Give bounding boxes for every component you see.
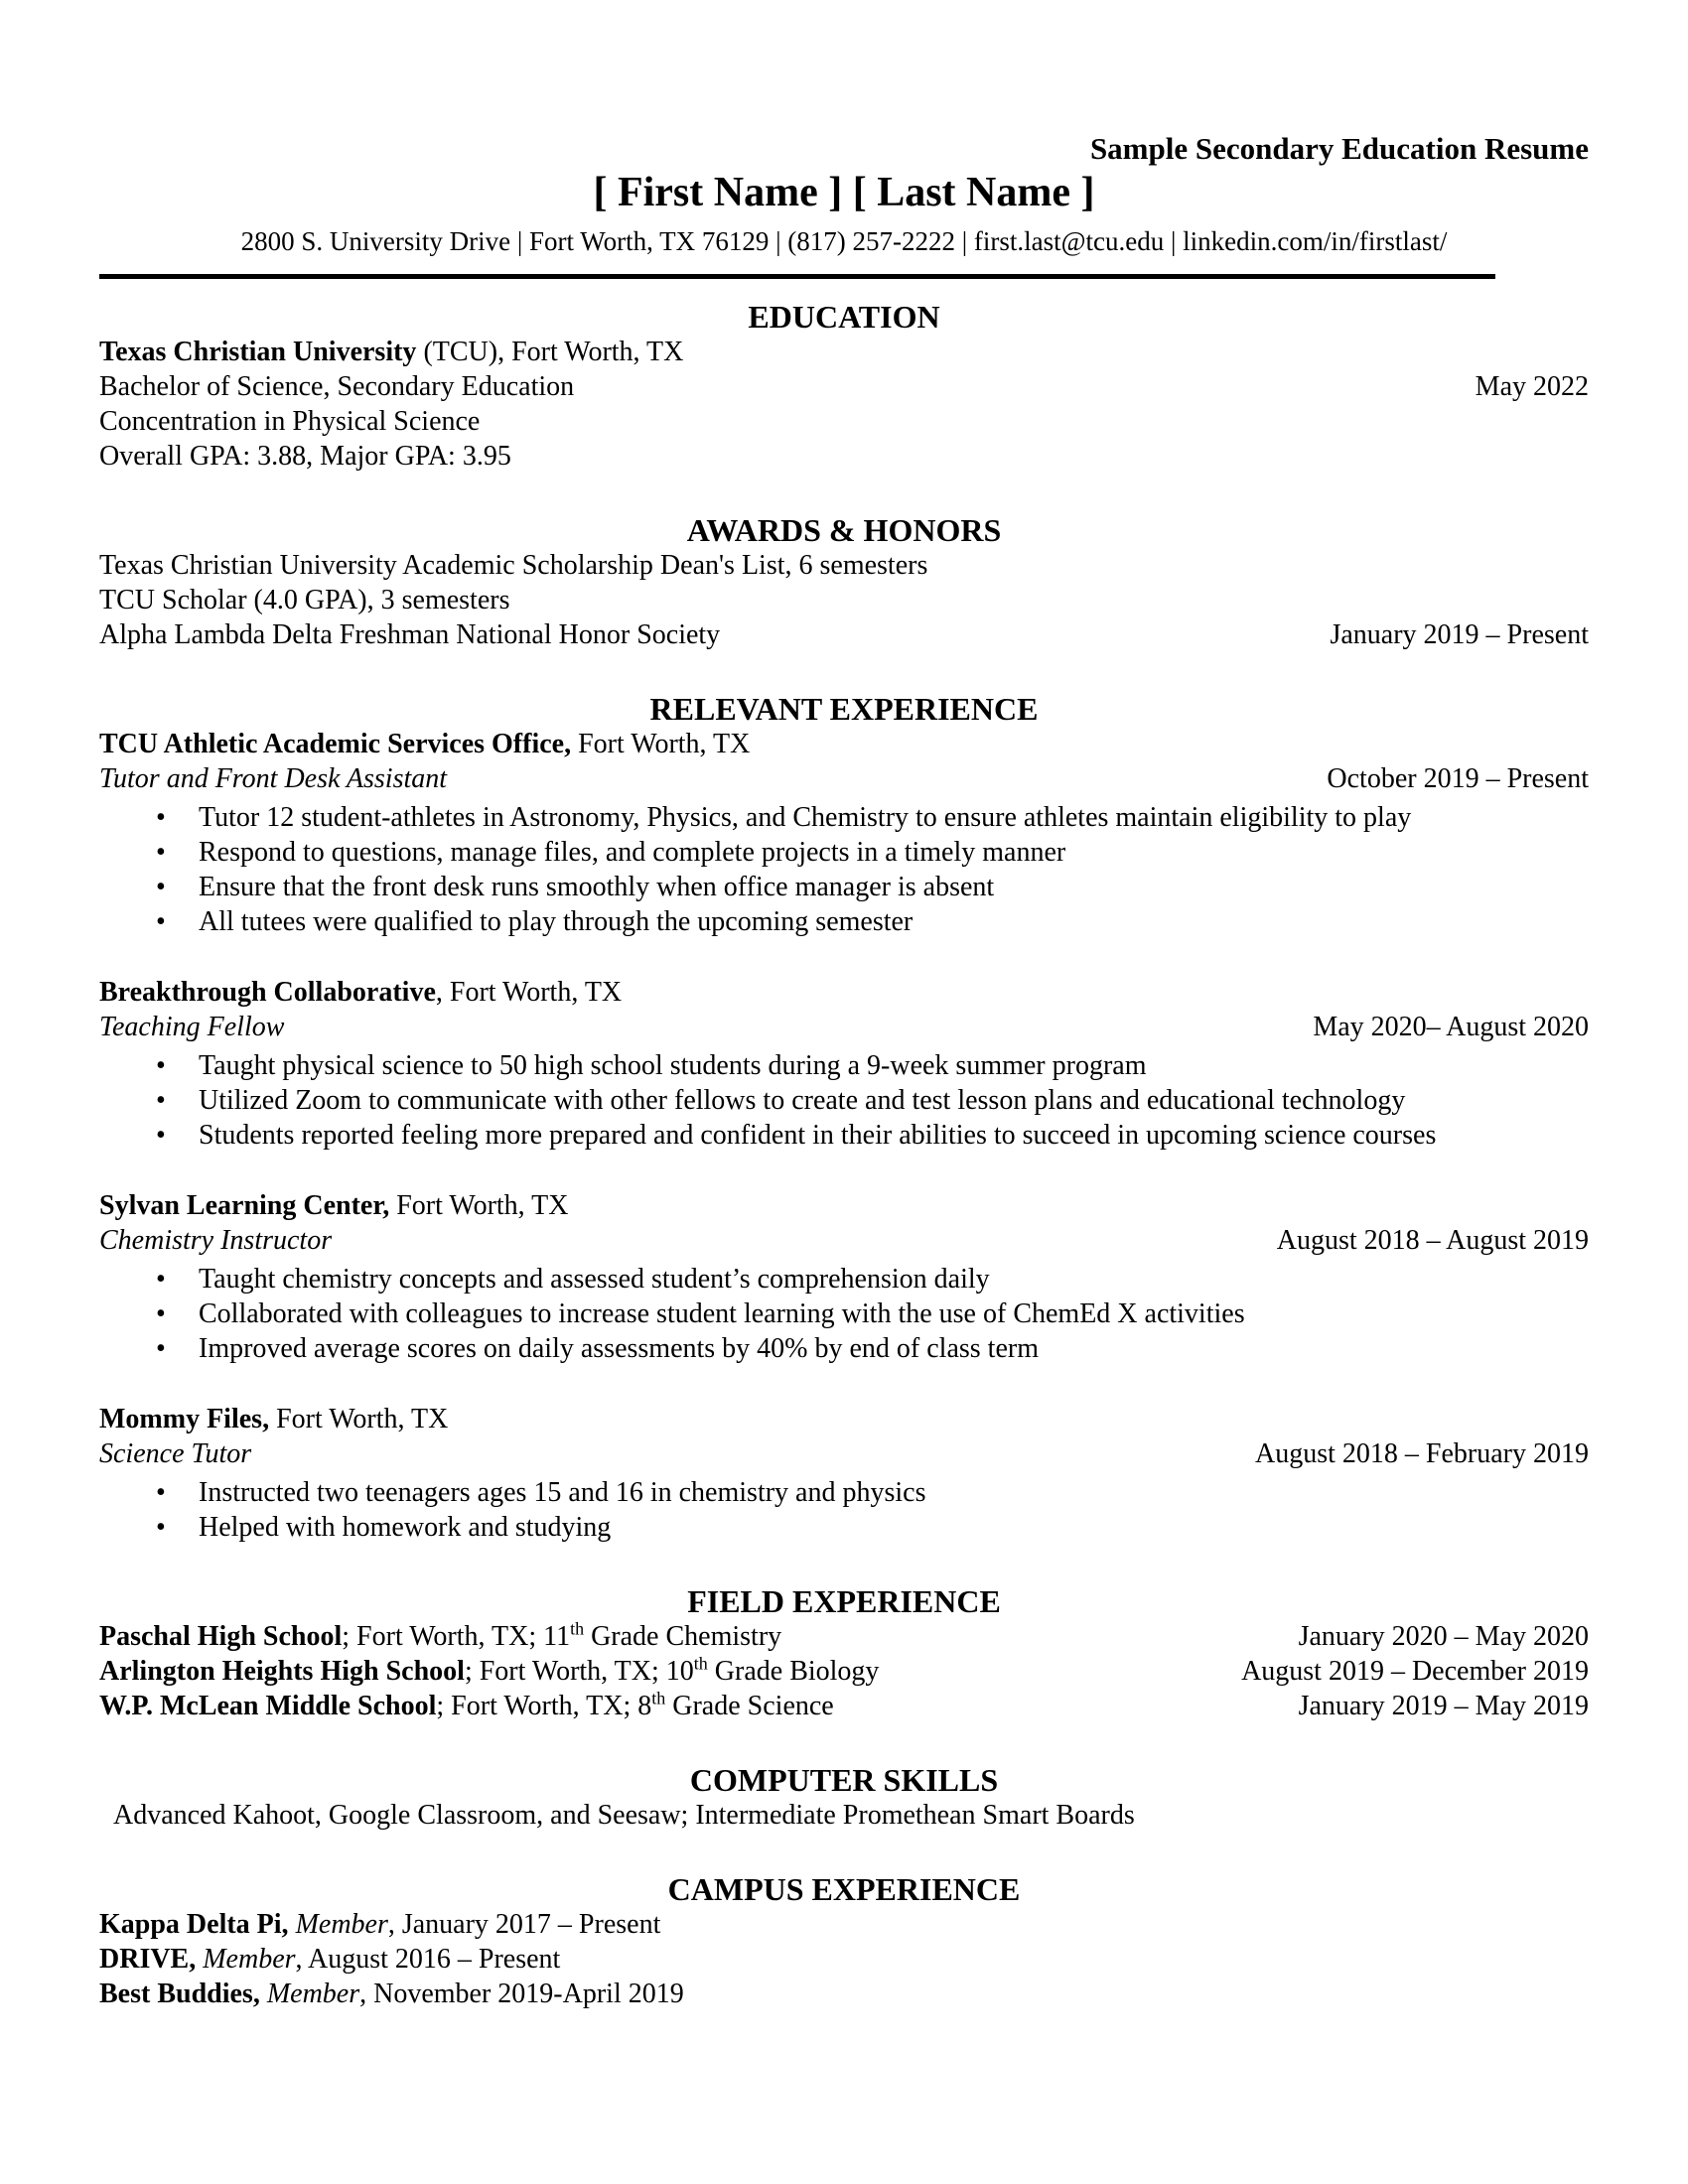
job-bullet-list [99,1475,1589,1545]
field-experience-heading: FIELD EXPERIENCE [687,1583,1001,1619]
job-entry [99,975,1589,1153]
field-detail: ; Fort Worth, TX; 10 [464,1656,694,1687]
job-date: May 2020– August 2020 [1313,1012,1589,1042]
education-heading: EDUCATION [748,299,940,335]
job-company-line [99,1188,1589,1223]
job-bullet-list [99,800,1589,939]
bullet-text: Taught chemistry concepts and assessed student’s comprehension daily [199,1264,990,1295]
job-title: Science Tutor [99,1438,252,1469]
job-title: Chemistry Instructor [99,1225,333,1256]
bullet-text: Tutor 12 student-athletes in Astronomy, Physics, and Chemistry to ensure athletes maintain eligibility to play [199,802,1412,833]
bullet-item [99,904,1589,939]
section-field-experience [99,1583,1589,1723]
bullet-item [99,1118,1589,1153]
education-degree-row [99,369,1589,404]
contact-line: 2800 S. University Drive | Fort Worth, TX 76129 | (817) 257-2222 | first.last@tcu.edu | linkedin.com/in/firstlast/ [240,226,1448,256]
field-school: Paschal High School [99,1621,343,1652]
campus-dates: , November 2019-April 2019 [359,1979,684,2009]
bullet-item [99,1510,1589,1545]
award-text: Texas Christian University Academic Scholarship Dean's List, 6 semesters [99,550,928,581]
campus-item [99,1907,1589,1942]
field-ordinal-suffix: th [570,1618,585,1639]
award-text: TCU Scholar (4.0 GPA), 3 semesters [99,585,510,615]
bullet-item [99,870,1589,904]
header-divider [99,274,1495,279]
job-location: Fort Worth, TX [571,729,751,759]
section-campus-experience [99,1871,1589,2011]
bullet-text: Utilized Zoom to communicate with other fellows to create and test lesson plans and educational technology [199,1085,1406,1116]
award-text: Alpha Lambda Delta Freshman National Honor Society [99,619,721,650]
job-entry [99,1402,1589,1545]
field-school-line [99,1689,834,1723]
job-date: October 2019 – Present [1327,763,1589,794]
job-title-row [99,1223,1589,1258]
job-location: Fort Worth, TX [389,1190,569,1221]
field-date: January 2020 – May 2020 [1298,1621,1589,1652]
field-ordinal-suffix: th [693,1653,708,1674]
bullet-text: All tutees were qualified to play through the upcoming semester [199,906,914,937]
education-concentration: Concentration in Physical Science [99,406,481,437]
field-school-line [99,1654,879,1689]
field-detail: ; Fort Worth, TX; 8 [436,1691,652,1721]
bullet-item [99,1297,1589,1331]
bullet-icon: • [156,906,166,937]
education-degree: Bachelor of Science, Secondary Education [99,371,575,402]
bullet-icon: • [156,872,166,902]
candidate-name: [ First Name ] [ Last Name ] [593,170,1095,215]
education-school-location: (TCU), Fort Worth, TX [416,337,684,367]
job-entry [99,727,1589,939]
bullet-icon: • [156,1298,166,1329]
job-entry [99,1188,1589,1366]
section-relevant-experience [99,691,1589,1545]
bullet-text: Students reported feeling more prepared and confident in their abilities to succeed in upcoming science courses [199,1120,1437,1151]
bullet-text: Respond to questions, manage files, and complete projects in a timely manner [199,837,1066,868]
field-date: January 2019 – May 2019 [1298,1691,1589,1721]
field-subject: Grade Biology [707,1656,880,1687]
job-title-row [99,1010,1589,1044]
job-bullet-list [99,1262,1589,1366]
bullet-icon: • [156,1333,166,1364]
job-company-line [99,727,1589,761]
campus-item [99,1977,1589,2011]
campus-org: DRIVE, [99,1944,204,1975]
field-school-line [99,1619,781,1654]
bullet-item [99,1083,1589,1118]
bullet-icon: • [156,1085,166,1116]
bullet-text: Instructed two teenagers ages 15 and 16 in chemistry and physics [199,1477,926,1508]
awards-heading: AWARDS & HONORS [686,512,1002,548]
field-row [99,1619,1589,1654]
job-title-row [99,1436,1589,1471]
job-company: Breakthrough Collaborative [99,977,436,1008]
field-school: W.P. McLean Middle School [99,1691,437,1721]
computer-skills-heading: COMPUTER SKILLS [689,1762,999,1798]
campus-org: Best Buddies, [99,1979,267,2009]
bullet-item [99,1048,1589,1083]
job-date: August 2018 – February 2019 [1255,1438,1589,1469]
campus-role: Member [266,1979,360,2009]
field-ordinal-suffix: th [651,1688,666,1708]
bullet-icon: • [156,837,166,868]
campus-org: Kappa Delta Pi, [99,1909,296,1940]
field-subject: Grade Chemistry [584,1621,782,1652]
relevant-experience-heading: RELEVANT EXPERIENCE [649,691,1039,727]
bullet-icon: • [156,1050,166,1081]
bullet-item [99,1475,1589,1510]
section-awards [99,512,1589,652]
job-title: Teaching Fellow [99,1012,285,1042]
field-date: August 2019 – December 2019 [1241,1656,1589,1687]
field-row [99,1689,1589,1723]
campus-experience-heading: CAMPUS EXPERIENCE [667,1871,1021,1907]
award-row [99,548,1589,583]
bullet-text: Taught physical science to 50 high school students during a 9-week summer program [199,1050,1147,1081]
campus-item [99,1942,1589,1977]
field-row [99,1654,1589,1689]
campus-dates: , January 2017 – Present [387,1909,661,1940]
job-location: Fort Worth, TX [269,1404,449,1434]
education-school-name: Texas Christian University [99,337,417,367]
job-company: Mommy Files, [99,1404,270,1434]
bullet-icon: • [156,1477,166,1508]
bullet-icon: • [156,1512,166,1543]
award-date: January 2019 – Present [1330,619,1589,650]
field-subject: Grade Science [665,1691,834,1721]
campus-role: Member [203,1944,296,1975]
award-row [99,583,1589,617]
bullet-item [99,835,1589,870]
job-title-row [99,761,1589,796]
education-gpa: Overall GPA: 3.88, Major GPA: 3.95 [99,441,511,472]
bullet-text: Improved average scores on daily assessments by 40% by end of class term [199,1333,1039,1364]
job-company-line [99,975,1589,1010]
document-label: Sample Secondary Education Resume [1089,131,1589,166]
bullet-item [99,1262,1589,1297]
bullet-icon: • [156,1120,166,1151]
job-title: Tutor and Front Desk Assistant [99,763,448,794]
award-row [99,617,1589,652]
bullet-icon: • [156,802,166,833]
campus-dates: , August 2016 – Present [295,1944,561,1975]
job-bullet-list [99,1048,1589,1153]
bullet-text: Collaborated with colleagues to increase student learning with the use of ChemEd X activities [199,1298,1245,1329]
bullet-text: Helped with homework and studying [199,1512,612,1543]
job-company: TCU Athletic Academic Services Office, [99,729,572,759]
bullet-item [99,1331,1589,1366]
education-school-line [99,335,1589,369]
bullet-text: Ensure that the front desk runs smoothly when office manager is absent [199,872,995,902]
field-detail: ; Fort Worth, TX; 11 [342,1621,571,1652]
field-school: Arlington Heights High School [99,1656,465,1687]
job-company: Sylvan Learning Center, [99,1190,390,1221]
education-date: May 2022 [1475,371,1589,402]
bullet-icon: • [156,1264,166,1295]
section-education [99,299,1589,474]
bullet-item [99,800,1589,835]
section-computer-skills [99,1762,1589,1833]
computer-skills-text: Advanced Kahoot, Google Classroom, and Seesaw; Intermediate Promethean Smart Boards [113,1800,1135,1831]
campus-role: Member [295,1909,388,1940]
job-date: August 2018 – August 2019 [1276,1225,1589,1256]
job-location: , Fort Worth, TX [435,977,623,1008]
job-company-line [99,1402,1589,1436]
